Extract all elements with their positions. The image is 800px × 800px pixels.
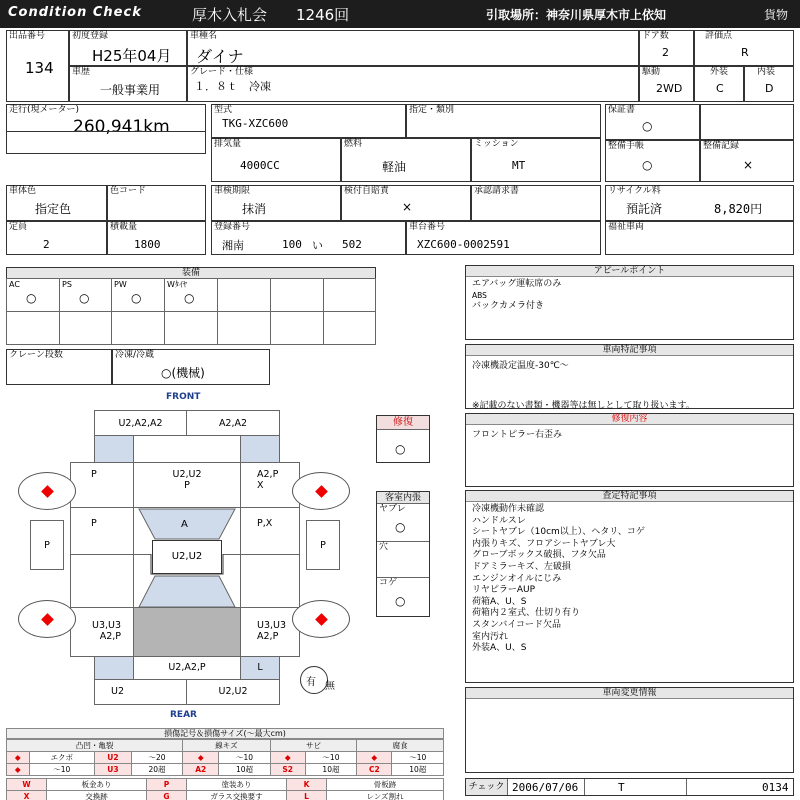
panel-windshield <box>133 435 241 463</box>
rear-label: REAR <box>170 710 197 720</box>
inspection: 抹消 <box>242 202 267 216</box>
special-notes-panel <box>465 344 794 409</box>
freezer-value: ○(機械) <box>161 366 205 380</box>
displacement-label: 排気量 <box>214 139 242 149</box>
history-label: 車歴 <box>72 67 91 77</box>
cabin-burn-label: コゲ <box>379 578 398 588</box>
mileage: 260,941km <box>73 117 170 137</box>
warranty-cell <box>605 104 700 140</box>
equipment-ac-label: AC <box>9 280 20 289</box>
crane-cell <box>6 349 112 385</box>
change-info-panel <box>465 687 794 773</box>
legend-s2-size: 10超 <box>305 764 356 776</box>
equipment-pw-label: PW <box>114 280 127 289</box>
panel-front-fender-right <box>240 462 300 508</box>
cabin-tear-mark: ○ <box>395 520 406 534</box>
legend-code-w: W <box>7 779 47 791</box>
legend-code-x-text: 交換跡 <box>47 791 147 800</box>
grade: １．８ｔ 冷凍 <box>194 80 271 93</box>
mission: MT <box>512 159 526 172</box>
panel-door-left <box>70 507 134 555</box>
panel-door-right <box>240 507 300 555</box>
legend-code-g-text: ガラス交換要す <box>187 791 287 800</box>
wheel-rear-right-icon <box>292 600 350 638</box>
legend-corrosion-small: ～10 <box>392 752 444 764</box>
inspection-cell <box>211 185 341 221</box>
approval-label: 承認請求書 <box>474 186 520 196</box>
interior-label: 内装 <box>757 67 776 77</box>
equipment-empty-5 <box>59 311 112 345</box>
brand-title: Condition Check <box>8 5 142 20</box>
panel-rear-bumper-right-text: U2,U2 <box>218 686 248 697</box>
liability-cell <box>341 185 471 221</box>
repair-detail-text: フロントピラー右歪み <box>472 430 563 440</box>
recycle-status: 預託済 <box>626 202 663 216</box>
liability: × <box>402 200 413 214</box>
grade-cell <box>187 66 639 102</box>
equipment-pw-mark: ○ <box>131 291 142 305</box>
body-color-cell <box>6 185 107 221</box>
repair-label: 修復 <box>377 416 429 430</box>
model-label: 型式 <box>214 105 233 115</box>
recycle-fee: 8,820円 <box>714 202 763 216</box>
equipment-wtire-mark: ○ <box>184 291 195 305</box>
inspection-notes-title: 査定特記事項 <box>466 491 793 502</box>
check-label: チェック <box>466 779 508 795</box>
load-label: 積載量 <box>110 222 138 232</box>
inspection-note-line: グローブボックス破損、フタ欠品 <box>472 550 606 561</box>
spare-tire-no: 無 <box>325 681 335 692</box>
appeal-line: バックカメラ付き <box>472 301 545 311</box>
legend-s2: S2 <box>270 764 305 776</box>
liability-label: 検付自賠責 <box>344 186 390 196</box>
legend-diamond-icon: ◆ <box>270 752 305 764</box>
cabin-panel <box>376 491 430 617</box>
panel-roof-text: U2,U2 P <box>172 469 202 491</box>
damage-legend <box>6 728 444 800</box>
panel-rear-pillar-right <box>240 656 280 680</box>
legend-scratch-head: 線キズ <box>183 740 271 752</box>
panel-door-right-text: P,X <box>257 518 273 529</box>
panel-side-left <box>30 520 64 570</box>
cabin-title: 客室内張 <box>377 492 429 504</box>
legend-code-l: L <box>287 791 327 800</box>
legend-corrosion-head: 腐食 <box>357 740 444 752</box>
score-cell <box>694 30 794 66</box>
registration-kana: い <box>312 239 323 252</box>
panel-rear-right <box>240 607 300 657</box>
lot-number: 134 <box>25 59 54 77</box>
equipment-empty-10 <box>323 311 376 345</box>
cabin-row-hole <box>377 542 429 578</box>
spare-tire-yes: 有 <box>306 677 316 688</box>
warranty-label: 保証書 <box>608 105 636 115</box>
score-label: 評価点 <box>705 31 733 41</box>
mission-cell <box>471 138 601 182</box>
legend-diamond-icon: ◆ <box>357 752 392 764</box>
legend-title: 損傷記号＆損傷サイズ(～最大cm) <box>6 728 444 739</box>
panel-cab-front-left-text: U2,A2,A2 <box>118 418 163 429</box>
drive-cell <box>639 66 694 102</box>
cabin-row-tear <box>377 504 429 542</box>
capacity-label: 定員 <box>9 222 28 232</box>
panel-door-left-text: P <box>91 518 97 529</box>
fuel-label: 燃料 <box>344 139 363 149</box>
mission-label: ミッション <box>474 139 519 149</box>
panel-rear-gate-text: U2,A2,P <box>168 662 206 673</box>
panel-center-box-text: U2,U2 <box>171 551 203 562</box>
equipment-ps-mark: ○ <box>79 291 90 305</box>
header-bar <box>0 0 800 28</box>
equipment-pw <box>111 278 165 312</box>
maintenance-book-cell <box>605 140 700 182</box>
panel-side-right <box>306 520 340 570</box>
registration-class: 100 <box>282 238 302 251</box>
drive: 2WD <box>656 82 683 95</box>
panel-cab-front-right <box>186 410 280 436</box>
inspection-note-line: 内張りキズ、フロアシートヤブレ大 <box>472 538 616 549</box>
chassis-label: 車台番号 <box>409 222 446 232</box>
displacement: 4000CC <box>240 159 280 172</box>
mileage-cell <box>6 104 206 154</box>
legend-dent-head: 凸凹・亀裂 <box>7 740 183 752</box>
panel-body-left-mid <box>70 554 134 608</box>
panel-side-left-text: P <box>44 540 50 551</box>
interior-cell <box>744 66 794 102</box>
lot-number-cell <box>6 30 69 102</box>
repair-box <box>376 415 430 463</box>
panel-rear-right-text: U3,U3 A2,P <box>257 620 287 642</box>
legend-diamond-icon: ◆ <box>7 764 30 776</box>
fuel-cell <box>341 138 471 182</box>
cabin-burn-mark: ○ <box>395 594 406 608</box>
equipment-ps-label: PS <box>62 280 72 289</box>
panel-cargo-floor <box>133 607 241 657</box>
exterior-label: 外装 <box>710 67 729 77</box>
equipment-grid <box>6 278 376 345</box>
chassis-number: XZC600-0002591 <box>417 238 510 251</box>
equipment-title: 装備 <box>7 268 375 279</box>
check-date: 2006/07/06 <box>512 781 579 794</box>
inspection-note-line: 室内汚れ <box>472 631 509 642</box>
equipment-empty-9 <box>270 311 324 345</box>
repair-mark: ○ <box>395 442 406 456</box>
wheel-rear-left-icon <box>18 600 76 638</box>
load: 1800 <box>134 238 161 251</box>
score: R <box>741 46 749 59</box>
panel-rear-left-text: U3,U3 A2,P <box>91 620 121 642</box>
maintenance-book: ○ <box>642 158 653 172</box>
inspection-note-line: スタンバイコード欠品 <box>472 619 562 630</box>
body-color: 指定色 <box>35 202 72 216</box>
legend-code-p: P <box>147 779 187 791</box>
legend-a2-size: 10超 <box>219 764 270 776</box>
special-notes-disclaimer: ※記載のない書類・機器等は無しとして取り扱います。 <box>472 401 695 411</box>
grade-label: グレード・仕様 <box>190 67 254 77</box>
appeal-title: アピールポイント <box>466 266 793 277</box>
legend-code-w-text: 板金あり <box>47 779 147 791</box>
panel-rear-left <box>70 607 134 657</box>
equipment-ac <box>6 278 60 312</box>
special-notes-title: 車両特記事項 <box>466 345 793 356</box>
recycle-label: リサイクル料 <box>608 186 661 196</box>
panel-a-pillar-right <box>240 435 280 463</box>
equipment-empty-8 <box>217 311 271 345</box>
appeal-panel <box>465 265 794 340</box>
interior-grade: D <box>765 82 774 95</box>
panel-rear-gate <box>133 656 241 680</box>
approval-cell <box>471 185 601 221</box>
designation-label: 指定・類別 <box>409 105 455 115</box>
legend-u2-size: ～20 <box>131 752 182 764</box>
registration-cell <box>211 221 406 255</box>
inspection-note-line: ドアミラーキズ、左破損 <box>472 561 571 572</box>
repair-detail-panel <box>465 413 794 487</box>
equipment-empty-2 <box>270 278 324 312</box>
check-mark: T <box>618 781 625 794</box>
cargo-label: 貨物 <box>764 8 789 22</box>
panel-cab-center-text: A <box>181 519 188 530</box>
legend-rust-head: サビ <box>270 740 356 752</box>
fuel: 軽油 <box>382 160 407 174</box>
warranty-blank-cell <box>700 104 794 140</box>
cabin-hole-label: 穴 <box>379 542 389 552</box>
check-row <box>465 778 794 796</box>
legend-u3-size: 20超 <box>131 764 182 776</box>
vehicle-diagram <box>0 400 370 720</box>
inspection-note-line: リヤピラーAUP <box>472 585 535 596</box>
legend-a2: A2 <box>183 764 219 776</box>
panel-side-right-text: P <box>320 540 326 551</box>
equipment-empty-1 <box>217 278 271 312</box>
inspection-note-line: 荷箱内２室式、仕切り有り <box>472 608 581 619</box>
auction-name: 厚木入札会 <box>192 6 268 24</box>
doors: 2 <box>662 46 669 59</box>
legend-code-k-text: 骨板跡 <box>327 779 444 791</box>
doors-cell <box>639 30 694 66</box>
cabin-row-burn <box>377 578 429 616</box>
auction-number: 1246回 <box>296 6 350 24</box>
inspection-note-line: シートヤブレ（10cm以上）、ヘタリ、コゲ <box>472 527 645 538</box>
pickup-location: 引取場所：神奈川県厚木市上依知 <box>486 8 667 22</box>
chassis-cell <box>406 221 601 255</box>
registration-number: 502 <box>342 238 362 251</box>
legend-code-l-text: レンズ割れ <box>327 791 444 800</box>
welfare-cell <box>605 221 794 255</box>
panel-rear-pillar-right-text: L <box>257 662 263 673</box>
first-registration-label: 初度登録 <box>72 31 109 41</box>
cabin-tear-label: ヤブレ <box>379 504 406 514</box>
repair-detail-title: 修復内容 <box>466 414 793 425</box>
first-registration-cell <box>69 30 187 66</box>
history-cell <box>69 66 187 102</box>
legend-ekubo: エクボ <box>29 752 94 764</box>
equipment-ps <box>59 278 112 312</box>
recycle-cell <box>605 185 794 221</box>
drive-label: 駆動 <box>642 67 661 77</box>
registration-area: 湘南 <box>222 239 244 252</box>
first-registration: H25年04月 <box>92 47 172 65</box>
legend-diamond-icon: ◆ <box>7 752 30 764</box>
inspection-note-line: 荷箱A、U、S <box>472 596 527 607</box>
panel-roof <box>133 462 241 508</box>
legend-diamond-icon: ◆ <box>183 752 219 764</box>
panel-rear-bumper-right <box>186 679 280 705</box>
appeal-list <box>472 279 561 312</box>
car-name-label: 車種名 <box>190 31 218 41</box>
inspection-note-line: ハンドルスレ <box>472 515 526 526</box>
exterior-cell <box>694 66 744 102</box>
equipment-empty-7 <box>164 311 218 345</box>
welfare-label: 福祉車両 <box>608 222 645 232</box>
equipment-wtire <box>164 278 218 312</box>
legend-c2: C2 <box>357 764 392 776</box>
check-number: 0134 <box>762 781 789 794</box>
equipment-wtire-label: Wﾀｲﾔ <box>167 280 187 289</box>
legend-u2: U2 <box>95 752 132 764</box>
equipment-ac-mark: ○ <box>26 291 37 305</box>
panel-center-box <box>152 540 222 574</box>
panel-front-fender-left-text: P <box>91 469 97 480</box>
registration-label: 登録番号 <box>214 222 251 232</box>
exterior-grade: C <box>716 82 724 95</box>
legend-rust-small: ～10 <box>305 752 356 764</box>
legend-dent-small: ～10 <box>29 764 94 776</box>
wheel-front-left-icon <box>18 472 76 510</box>
legend-code-g: G <box>147 791 187 800</box>
legend-u3: U3 <box>95 764 132 776</box>
crane-label: クレーン段数 <box>9 350 63 360</box>
legend-code-p-text: 塗装あり <box>187 779 287 791</box>
displacement-cell <box>211 138 341 182</box>
freezer-cell <box>112 349 270 385</box>
mileage-label: 走行(現メーター) <box>9 105 80 115</box>
inspection-note-line: 冷凍機動作未確認 <box>472 504 545 514</box>
capacity-cell <box>6 221 107 255</box>
car-name-cell <box>187 30 639 66</box>
maintenance-record: × <box>743 158 754 172</box>
front-label: FRONT <box>166 392 201 402</box>
appeal-line: ABS <box>472 291 487 300</box>
panel-rear-bumper-left-text: U2 <box>111 686 124 697</box>
panel-rear-bumper-left <box>94 679 187 705</box>
load-cell <box>107 221 206 255</box>
panel-cab-front-right-text: A2,A2 <box>218 418 248 429</box>
equipment-empty-4 <box>6 311 60 345</box>
panel-body-right-mid <box>240 554 300 608</box>
model-cell <box>211 104 406 138</box>
panel-cab-front-left <box>94 410 187 436</box>
doors-label: ドア数 <box>642 31 669 41</box>
lot-number-label: 出品番号 <box>9 31 46 41</box>
car-name: ダイナ <box>196 47 244 66</box>
maintenance-book-label: 整備手帳 <box>608 141 645 151</box>
wheel-front-right-icon <box>292 472 350 510</box>
inspection-note-line: 外装A、U、S <box>472 643 527 654</box>
legend-size-table <box>6 739 444 776</box>
inspection-notes-list <box>472 504 645 655</box>
maintenance-record-label: 整備記録 <box>703 141 740 151</box>
capacity: 2 <box>43 238 50 251</box>
legend-code-table <box>6 778 444 800</box>
model: TKG-XZC600 <box>222 117 289 130</box>
color-code-cell <box>107 185 206 221</box>
equipment-empty-3 <box>323 278 376 312</box>
legend-code-k: K <box>287 779 327 791</box>
panel-front-fender-left <box>70 462 134 508</box>
color-code-label: 色コード <box>110 186 147 196</box>
body-color-label: 車体色 <box>9 186 37 196</box>
inspection-notes-panel <box>465 490 794 683</box>
equipment-empty-6 <box>111 311 165 345</box>
maintenance-record-cell <box>700 140 794 182</box>
inspection-note-line: エンジンオイルにじみ <box>472 573 562 584</box>
designation-cell <box>406 104 601 138</box>
legend-c2-size: 10超 <box>392 764 444 776</box>
inspection-label: 車検期限 <box>214 186 251 196</box>
appeal-line: エアバッグ運転席のみ <box>472 279 562 289</box>
legend-scratch-small: ～10 <box>219 752 270 764</box>
legend-code-x: X <box>7 791 47 800</box>
special-notes-line: 冷凍機設定温度-30℃～ <box>472 361 569 371</box>
warranty: ○ <box>642 119 653 133</box>
panel-front-fender-right-text: A2,P X <box>257 469 279 491</box>
history: 一般事業用 <box>100 83 161 97</box>
panel-rear-pillar-left <box>94 656 134 680</box>
panel-a-pillar-left <box>94 435 134 463</box>
freezer-label: 冷凍/冷蔵 <box>115 350 155 360</box>
change-info-title: 車両変更情報 <box>466 688 793 699</box>
